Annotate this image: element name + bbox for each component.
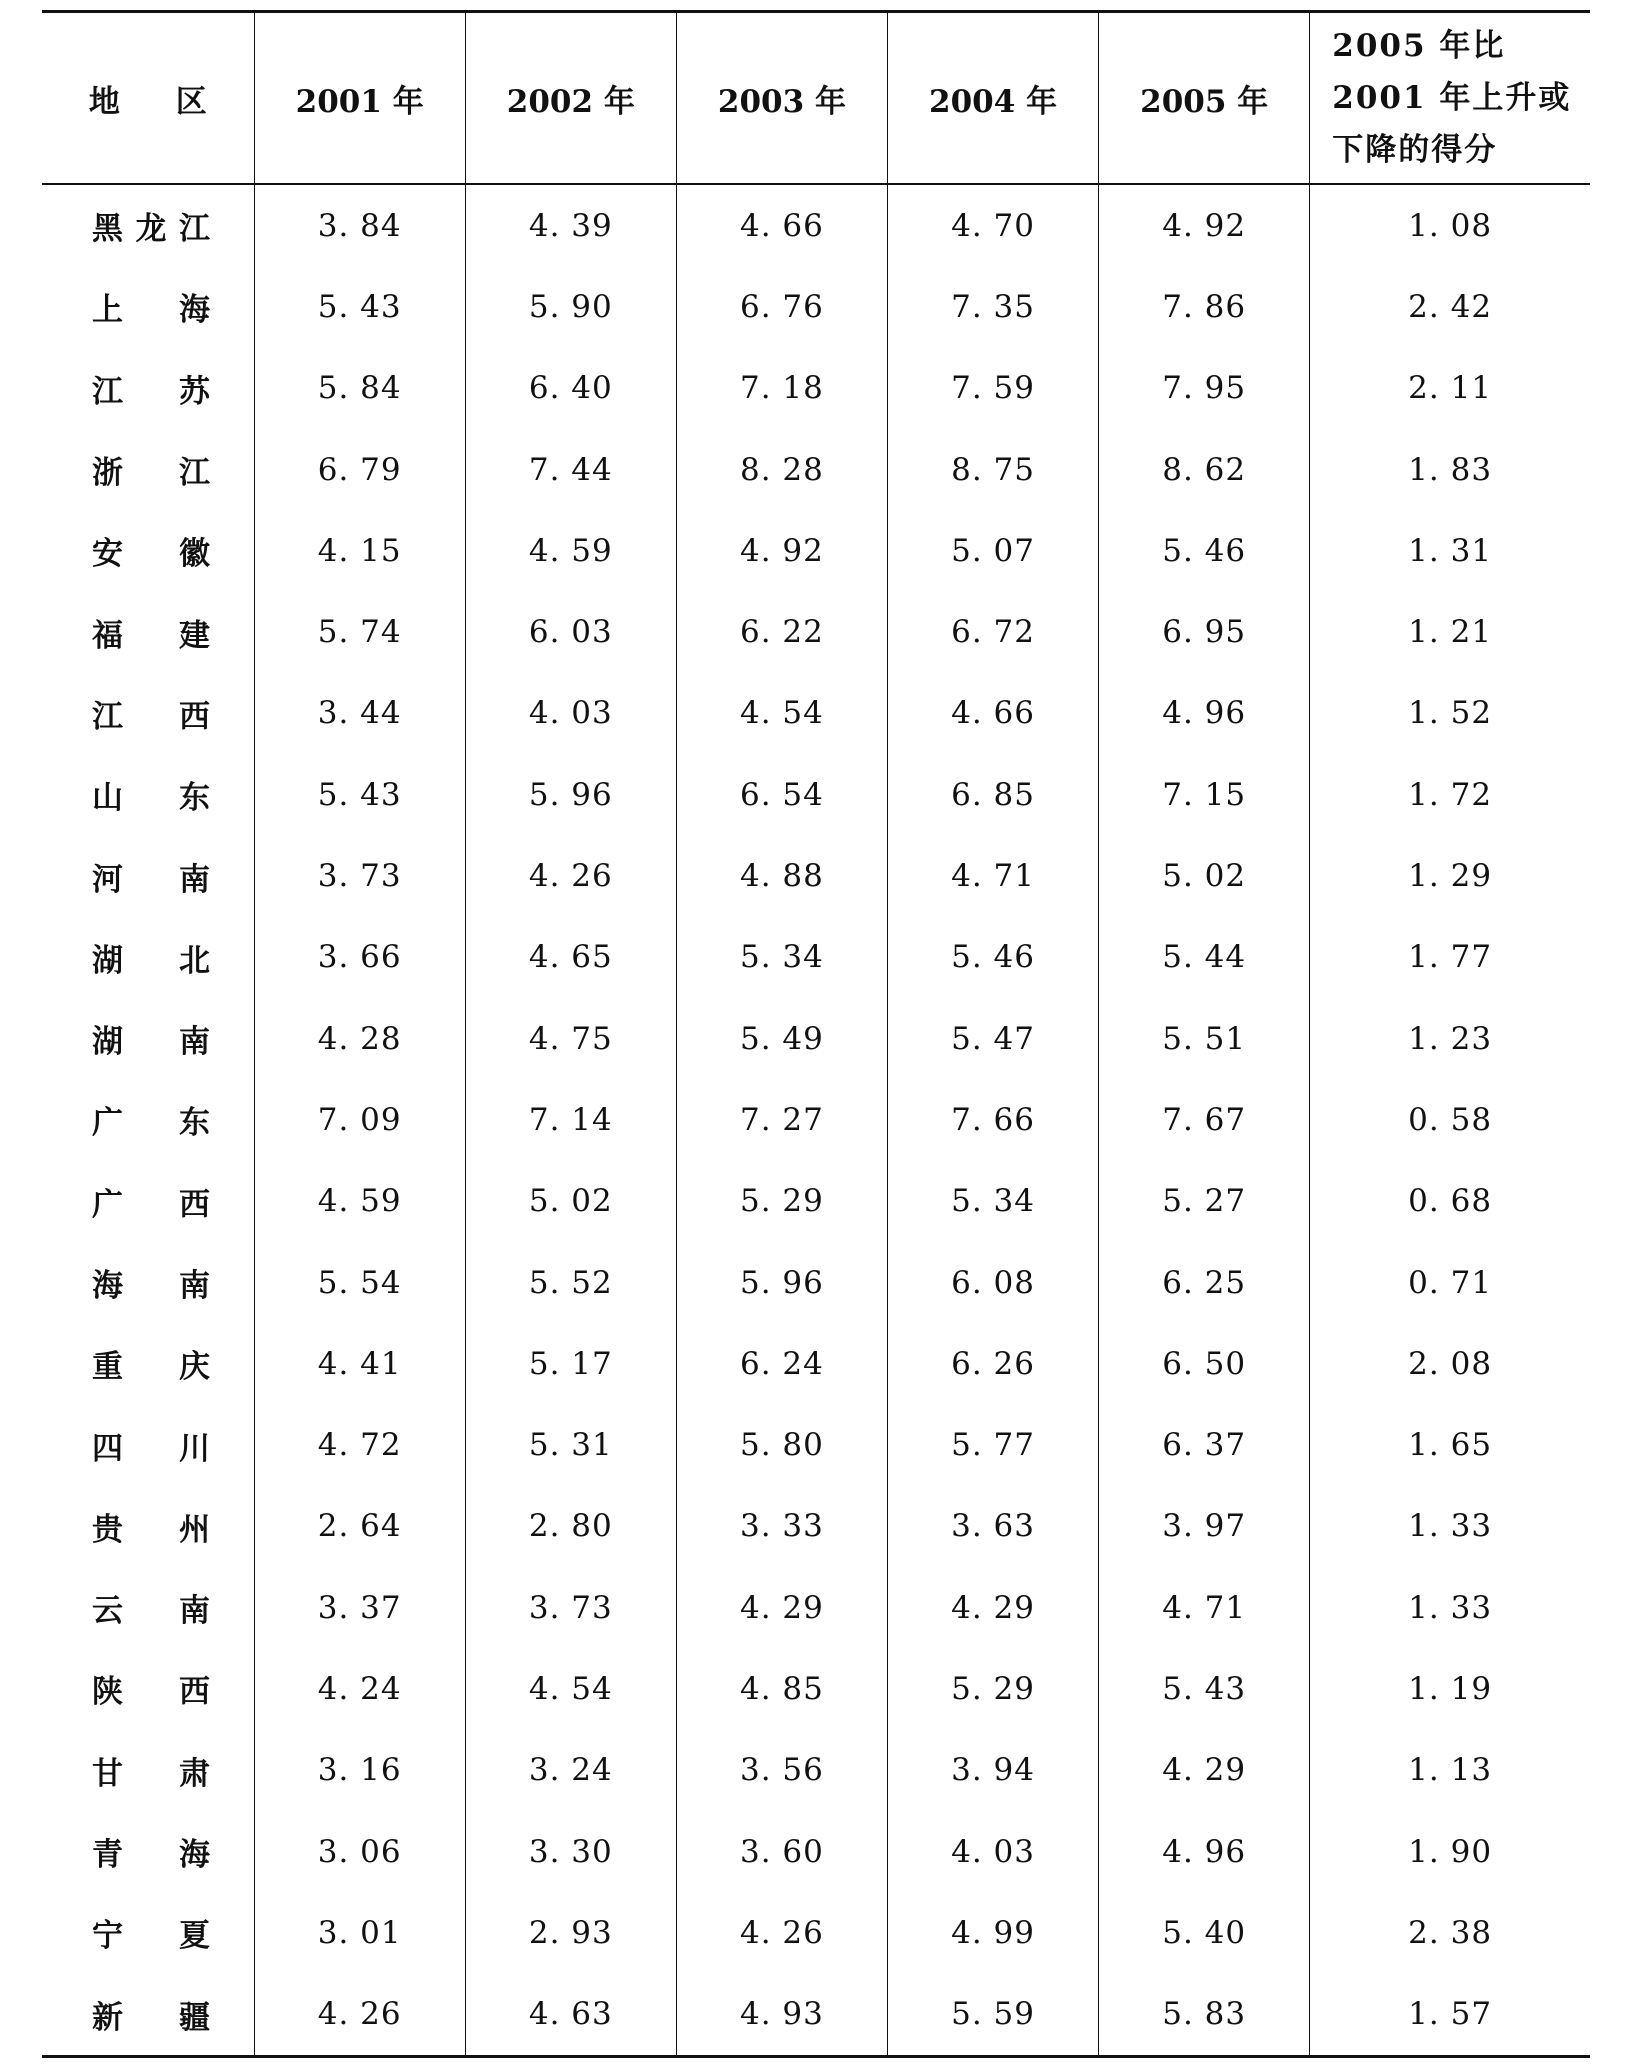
table-row [42,348,1590,429]
region-label: 江 西 [92,698,210,735]
value-cell: 4. 39 [465,184,676,266]
region-cell [42,429,254,510]
value-cell: 5. 96 [465,754,676,835]
change-cell: 2. 38 [1310,1892,1590,1973]
value-cell: 4. 93 [676,1974,887,2057]
region-cell [42,917,254,998]
region-label: 新 疆 [92,1999,210,2036]
value-cell: 3. 73 [254,835,465,916]
value-cell: 8. 28 [676,429,887,510]
table-row [42,754,1590,835]
region-label: 云 南 [92,1593,210,1630]
region-cell [42,673,254,754]
value-cell: 5. 43 [1099,1648,1310,1729]
value-cell: 5. 44 [1099,917,1310,998]
value-cell: 5. 43 [254,754,465,835]
value-cell: 6. 72 [888,591,1099,672]
region-label: 四 川 [92,1430,210,1467]
value-cell: 5. 27 [1099,1161,1310,1242]
change-cell: 1. 57 [1310,1974,1590,2057]
value-cell: 4. 29 [1099,1730,1310,1811]
value-cell: 7. 09 [254,1079,465,1160]
change-cell: 1. 13 [1310,1730,1590,1811]
value-cell: 3. 06 [254,1811,465,1892]
header-year-2003: 2003 年 [676,12,887,185]
region-label: 安 徽 [92,536,210,573]
value-cell: 3. 60 [676,1811,887,1892]
region-cell [42,1648,254,1729]
value-cell: 6. 79 [254,429,465,510]
value-cell: 7. 18 [676,348,887,429]
table-row [42,1892,1590,1973]
region-label: 黑龙江 [92,211,210,248]
change-cell: 2. 08 [1310,1323,1590,1404]
table-row [42,1486,1590,1567]
region-cell [42,266,254,347]
value-cell: 4. 66 [888,673,1099,754]
change-cell: 1. 52 [1310,673,1590,754]
change-cell: 2. 11 [1310,348,1590,429]
table-row [42,1242,1590,1323]
value-cell: 7. 15 [1099,754,1310,835]
value-cell: 5. 54 [254,1242,465,1323]
value-cell: 5. 29 [676,1161,887,1242]
value-cell: 4. 26 [254,1974,465,2057]
value-cell: 4. 26 [465,835,676,916]
change-cell: 2. 42 [1310,266,1590,347]
value-cell: 3. 16 [254,1730,465,1811]
table-body [42,184,1590,2056]
value-cell: 4. 88 [676,835,887,916]
value-cell: 4. 29 [888,1567,1099,1648]
value-cell: 6. 85 [888,754,1099,835]
value-cell: 5. 31 [465,1404,676,1485]
region-cell [42,998,254,1079]
region-cell [42,591,254,672]
region-cell [42,754,254,835]
table-row [42,1648,1590,1729]
change-cell: 1. 72 [1310,754,1590,835]
value-cell: 4. 92 [676,510,887,591]
value-cell: 4. 65 [465,917,676,998]
value-cell: 6. 22 [676,591,887,672]
table-row [42,184,1590,266]
value-cell: 4. 71 [1099,1567,1310,1648]
value-cell: 5. 74 [254,591,465,672]
value-cell: 5. 34 [888,1161,1099,1242]
value-cell: 5. 02 [1099,835,1310,916]
value-cell: 4. 72 [254,1404,465,1485]
value-cell: 6. 03 [465,591,676,672]
value-cell: 5. 80 [676,1404,887,1485]
table-row [42,835,1590,916]
value-cell: 4. 63 [465,1974,676,2057]
value-cell: 6. 54 [676,754,887,835]
change-cell: 0. 58 [1310,1079,1590,1160]
value-cell: 7. 59 [888,348,1099,429]
value-cell: 4. 26 [676,1892,887,1973]
value-cell: 7. 27 [676,1079,887,1160]
change-cell: 1. 21 [1310,591,1590,672]
value-cell: 6. 24 [676,1323,887,1404]
region-cell [42,1730,254,1811]
table-row [42,1974,1590,2057]
table-row [42,429,1590,510]
region-label: 河 南 [92,861,210,898]
header-year-2004: 2004 年 [888,12,1099,185]
table-row [42,1161,1590,1242]
value-cell: 6. 95 [1099,591,1310,672]
region-cell [42,1486,254,1567]
region-cell [42,1242,254,1323]
region-cell [42,835,254,916]
change-cell: 1. 33 [1310,1486,1590,1567]
value-cell: 2. 80 [465,1486,676,1567]
header-change: 2005 年比 2001 年上升或下降的得分 [1310,12,1590,185]
region-cell [42,1323,254,1404]
region-cell [42,184,254,266]
value-cell: 4. 03 [888,1811,1099,1892]
region-label: 江 苏 [92,373,210,410]
value-cell: 4. 28 [254,998,465,1079]
change-cell: 0. 68 [1310,1161,1590,1242]
value-cell: 7. 67 [1099,1079,1310,1160]
value-cell: 6. 40 [465,348,676,429]
region-cell [42,1161,254,1242]
value-cell: 6. 08 [888,1242,1099,1323]
table-row [42,917,1590,998]
region-cell [42,1974,254,2057]
value-cell: 4. 92 [1099,184,1310,266]
region-label: 广 西 [92,1186,210,1223]
value-cell: 7. 14 [465,1079,676,1160]
region-cell [42,1567,254,1648]
value-cell: 3. 33 [676,1486,887,1567]
change-cell: 1. 19 [1310,1648,1590,1729]
value-cell: 6. 25 [1099,1242,1310,1323]
value-cell: 4. 71 [888,835,1099,916]
value-cell: 3. 63 [888,1486,1099,1567]
value-cell: 5. 96 [676,1242,887,1323]
region-cell [42,1404,254,1485]
change-cell: 1. 29 [1310,835,1590,916]
table-row [42,510,1590,591]
change-cell: 1. 83 [1310,429,1590,510]
region-label: 重 庆 [92,1349,210,1386]
value-cell: 5. 59 [888,1974,1099,2057]
value-cell: 3. 73 [465,1567,676,1648]
value-cell: 5. 49 [676,998,887,1079]
value-cell: 5. 46 [888,917,1099,998]
value-cell: 5. 83 [1099,1974,1310,2057]
value-cell: 5. 47 [888,998,1099,1079]
table-row [42,1567,1590,1648]
change-cell: 1. 33 [1310,1567,1590,1648]
value-cell: 4. 54 [676,673,887,754]
header-region: 地 区 [88,83,207,120]
region-label: 山 东 [92,780,210,817]
value-cell: 4. 54 [465,1648,676,1729]
change-cell: 1. 08 [1310,184,1590,266]
table-row [42,1404,1590,1485]
region-label: 广 东 [92,1105,210,1142]
value-cell: 2. 64 [254,1486,465,1567]
value-cell: 3. 30 [465,1811,676,1892]
value-cell: 5. 52 [465,1242,676,1323]
value-cell: 6. 50 [1099,1323,1310,1404]
value-cell: 5. 17 [465,1323,676,1404]
value-cell: 4. 75 [465,998,676,1079]
table-row [42,998,1590,1079]
table-row [42,591,1590,672]
value-cell: 2. 93 [465,1892,676,1973]
value-cell: 4. 66 [676,184,887,266]
value-cell: 4. 59 [254,1161,465,1242]
value-cell: 5. 02 [465,1161,676,1242]
value-cell: 4. 96 [1099,673,1310,754]
value-cell: 6. 76 [676,266,887,347]
region-label: 宁 夏 [92,1918,210,1955]
table-row [42,1079,1590,1160]
value-cell: 3. 01 [254,1892,465,1973]
change-cell: 1. 31 [1310,510,1590,591]
header-year-2001: 2001 年 [254,12,465,185]
value-cell: 7. 35 [888,266,1099,347]
value-cell: 7. 86 [1099,266,1310,347]
table-header-row [42,12,1590,185]
value-cell: 6. 26 [888,1323,1099,1404]
header-year-2002: 2002 年 [465,12,676,185]
value-cell: 4. 99 [888,1892,1099,1973]
change-cell: 1. 65 [1310,1404,1590,1485]
table-row [42,1323,1590,1404]
value-cell: 4. 41 [254,1323,465,1404]
value-cell: 5. 43 [254,266,465,347]
region-cell [42,348,254,429]
value-cell: 3. 56 [676,1730,887,1811]
region-label: 陕 西 [92,1674,210,1711]
region-label: 湖 南 [92,1024,210,1061]
value-cell: 4. 59 [465,510,676,591]
value-cell: 8. 62 [1099,429,1310,510]
value-cell: 4. 85 [676,1648,887,1729]
value-cell: 3. 24 [465,1730,676,1811]
region-cell [42,510,254,591]
value-cell: 5. 40 [1099,1892,1310,1973]
table-row [42,673,1590,754]
value-cell: 4. 29 [676,1567,887,1648]
region-label: 湖 北 [92,942,210,979]
value-cell: 5. 84 [254,348,465,429]
data-table [42,10,1590,2058]
value-cell: 5. 90 [465,266,676,347]
value-cell: 7. 44 [465,429,676,510]
value-cell: 3. 84 [254,184,465,266]
value-cell: 7. 95 [1099,348,1310,429]
table-row [42,1811,1590,1892]
value-cell: 4. 96 [1099,1811,1310,1892]
value-cell: 3. 37 [254,1567,465,1648]
region-cell [42,1892,254,1973]
change-cell: 1. 90 [1310,1811,1590,1892]
value-cell: 3. 94 [888,1730,1099,1811]
value-cell: 5. 34 [676,917,887,998]
region-cell [42,1811,254,1892]
value-cell: 4. 24 [254,1648,465,1729]
change-cell: 1. 23 [1310,998,1590,1079]
value-cell: 3. 66 [254,917,465,998]
value-cell: 5. 77 [888,1404,1099,1485]
region-label: 贵 州 [92,1511,210,1548]
value-cell: 4. 15 [254,510,465,591]
value-cell: 4. 03 [465,673,676,754]
region-label: 福 建 [92,617,210,654]
value-cell: 6. 37 [1099,1404,1310,1485]
region-cell [42,1079,254,1160]
value-cell: 8. 75 [888,429,1099,510]
value-cell: 3. 44 [254,673,465,754]
value-cell: 5. 29 [888,1648,1099,1729]
table-row [42,1730,1590,1811]
region-label: 浙 江 [92,455,210,492]
data-table-container [42,10,1590,2058]
value-cell: 4. 70 [888,184,1099,266]
header-year-2005: 2005 年 [1099,12,1310,185]
change-cell: 0. 71 [1310,1242,1590,1323]
region-label: 上 海 [92,292,210,329]
value-cell: 7. 66 [888,1079,1099,1160]
value-cell: 5. 07 [888,510,1099,591]
region-label: 海 南 [92,1268,210,1304]
region-label: 青 海 [92,1837,210,1874]
table-row [42,266,1590,347]
change-cell: 1. 77 [1310,917,1590,998]
region-label: 甘 肃 [92,1755,210,1792]
value-cell: 5. 46 [1099,510,1310,591]
value-cell: 3. 97 [1099,1486,1310,1567]
value-cell: 5. 51 [1099,998,1310,1079]
